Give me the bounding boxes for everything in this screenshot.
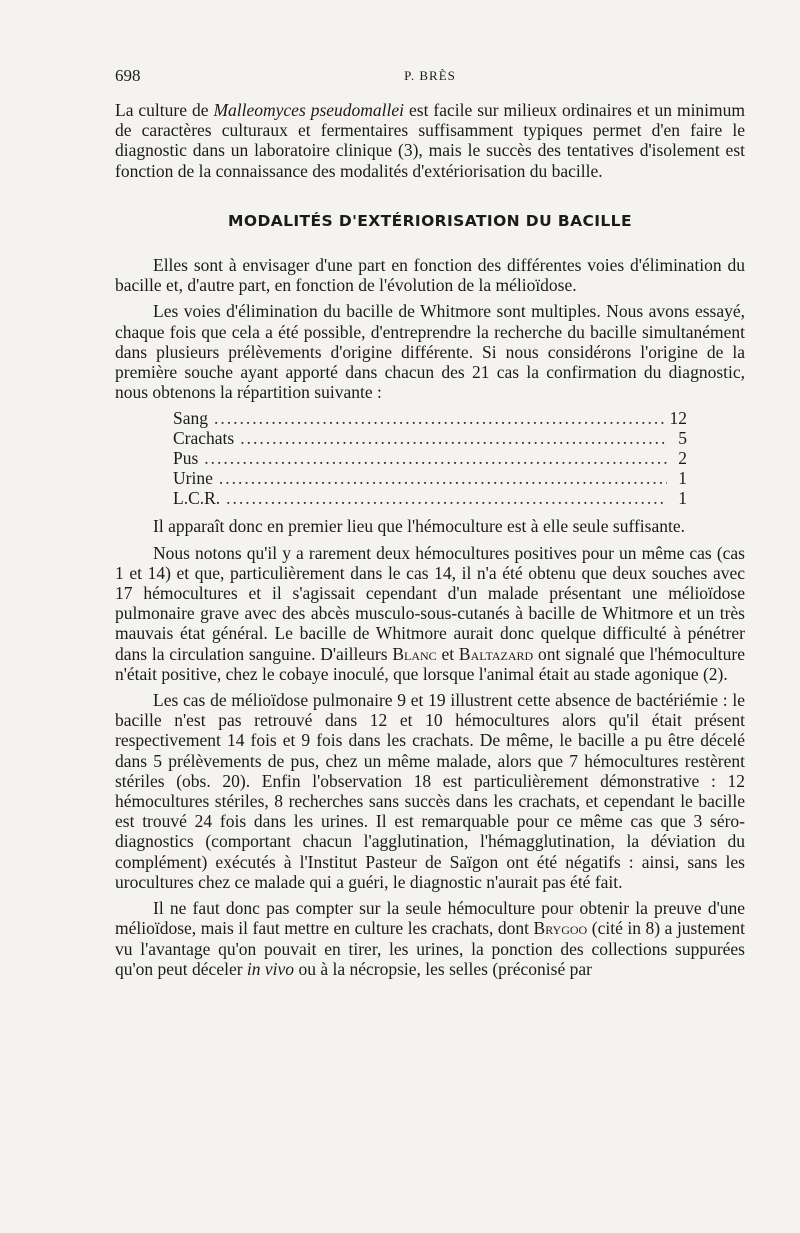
author-name-brygoo: Brygoo	[533, 918, 588, 939]
text-segment: ont signalé que l'hémoculture n'était positive, chez le cobaye inoculé, que lorsque l'animal était au stade agonique (2).	[115, 643, 745, 684]
paragraph-hemoculture-conclusion: Il apparaît donc en premier lieu que l'hémoculture est à elle seule suffisante.	[153, 516, 685, 537]
leader-dots	[226, 488, 667, 508]
row-value: 12	[669, 408, 687, 429]
text-segment: Nous notons qu'il y a rarement deux hémocultures positives pour un même cas (cas 1 et 14) et que, particulièrement dans le cas 14, il n'a été obtenu que deux souches avec 17 hémocultures et il s'agissait cependant d'un malade présentant une mélioïdose pulmonaire grave avec des abcès musculo-sous-cutanés à bacille de Whitmore et un très mauvais état général. Le bacille de Whitmore aurait donc quelque difficulté à pénétrer dans la circulation sanguine. D'ailleurs	[115, 542, 745, 664]
row-label: Urine	[173, 468, 213, 489]
table-row	[173, 428, 687, 448]
intro-text-rest: est facile sur milieux ordinaires et un minimum de caractères culturaux et fermentaires suffisamment typiques permet d'en faire le diagnostic dans un laboratoire clinique (3), mais le succès des tentatives d'isolement est fonction de la connaissance des modalités d'extériorisation du bacille.	[115, 100, 746, 181]
leader-dots	[219, 468, 667, 488]
row-value: 5	[678, 428, 687, 449]
text-segment: (cité in 8) a justement vu l'avantage qu'on pouvait en tirer, les urines, la ponction des collections suppurées qu'on peut déceler	[115, 918, 745, 979]
paragraph-pulmonary-cases: Les cas de mélioïdose pulmonaire 9 et 19 illustrent cette absence de bactériémie : le bacille n'est pas retrouvé dans 12 et 10 hémocultures alors qu'il était présent respectivement 14 fois et 9 fois dans les crachats. De même, le bacille a pu être décelé dans 5 prélèvements de pus, chez un même malade, alors que 7 hémocultures restèrent stériles (obs. 20). Enfin l'observation 18 est particulièrement démonstrative : 12 hémocultures stériles, 8 recherches sans succès dans les crachats, et cependant le bacille est trouvé 24 fois dans les urines. Il est remarquable pour ce même cas que 3 séro-diagnostics (comportant chacun l'agglutination, l'hémagglutination, la déviation du complément) exécutés à l'Institut Pasteur de Saïgon ont été négatifs : ainsi, sans les urocultures chez ce malade qui a guéri, le diagnostic n'aurait pas été fait.	[115, 690, 745, 892]
species-name: Malleomyces pseudomallei	[213, 100, 405, 120]
paragraph-whitmore-bacillus: Les voies d'élimination du bacille de Whitmore sont multiples. Nous avons essayé, chaque fois que cela a été possible, d'entreprendre la recherche du bacille simultanément dans plusieurs prélèvements d'origine différente. Si nous considérons l'origine de la première souche ayant apporté dans chacun des 21 cas la confirmation du diagnostic, nous obtenons la répartition suivante :	[115, 301, 745, 403]
section-heading: MODALITÉS D'EXTÉRIORISATION DU BACILLE	[228, 211, 632, 230]
paragraph-culture-sources	[115, 898, 745, 979]
distribution-table	[115, 408, 745, 508]
table-row	[173, 468, 687, 488]
text-segment: ou à la nécropsie, les selles (préconisé par	[294, 958, 592, 979]
intro-text-start: La culture de	[115, 100, 214, 120]
latin-term: in vivo	[246, 958, 295, 979]
table-row	[173, 488, 687, 508]
table-row	[173, 408, 687, 428]
row-label: Crachats	[173, 428, 235, 449]
author-name-baltazard: Baltazard	[458, 643, 534, 664]
row-label: L.C.R.	[173, 488, 221, 509]
row-label: Sang	[173, 408, 208, 429]
page-number: 698	[115, 66, 141, 85]
text-segment: Il ne faut donc pas compter sur la seule hémoculture pour obtenir la preuve d'une mélioïdose, mais il faut mettre en culture les crachats, dont	[115, 898, 745, 939]
row-label: Pus	[173, 448, 199, 469]
paragraph-positive-hemocultures	[115, 543, 745, 684]
leader-dots	[240, 428, 667, 448]
running-head-author: P. BRÈS	[404, 68, 456, 83]
paragraph-elimination-routes: Elles sont à envisager d'une part en fonction des différentes voies d'élimination du bacille et, d'autre part, en fonction de l'évolution de la mélioïdose.	[115, 255, 745, 296]
intro-paragraph	[115, 100, 745, 181]
author-name-blanc: Blanc	[392, 643, 437, 664]
table-row	[173, 448, 687, 468]
row-value: 2	[678, 448, 687, 469]
leader-dots	[214, 408, 664, 428]
leader-dots	[204, 448, 667, 468]
row-value: 1	[678, 468, 687, 489]
page-body	[115, 100, 745, 985]
row-value: 1	[678, 488, 687, 509]
text-segment: et	[436, 643, 459, 664]
